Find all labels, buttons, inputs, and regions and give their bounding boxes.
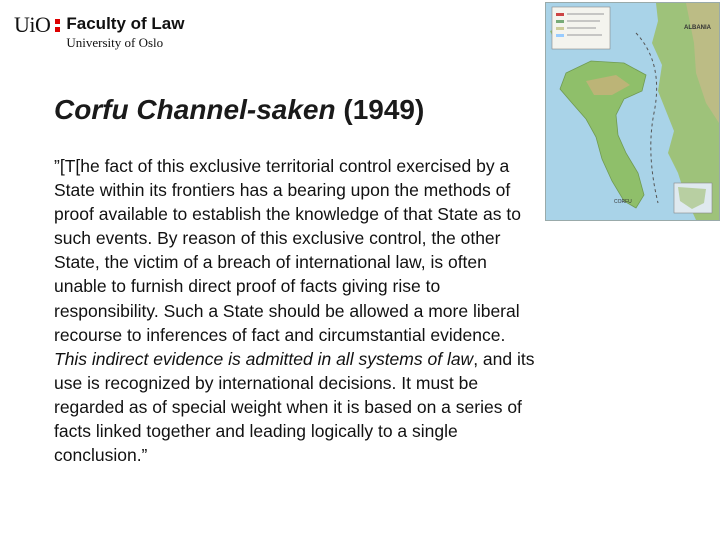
map-legend-swatch: [556, 34, 564, 37]
uio-logo: [14, 14, 184, 51]
map-legend-swatch: [556, 20, 564, 23]
logo-university: University of Oslo: [66, 35, 164, 50]
quote-text-part1: ”[T[he fact of this exclusive territorial control exercised by a State within its frontiers has a bearing upon the methods of proof available to establish the knowledge of that State as to such events. By reason of this exclusive control, the other State, the victim of a breach of international law, is often unable to furnish direct proof of facts giving rise to responsibility. Such a State should be allowed a more liberal recourse to inferences of fact and circumstantial evidence.: [54, 156, 521, 345]
logo-faculty: Faculty of Law: [66, 14, 185, 33]
map-legend-swatch: [556, 13, 564, 16]
quote-text-italic: This indirect evidence is admitted in all systems of law: [54, 348, 474, 369]
quote-text-part2: , and its use is recognized by international decisions. It must be regarded as of special weight when it is based on a series of facts linked together and leading logically to a single conclusion.”: [54, 348, 535, 466]
slide-title-case: Corfu Channel-saken: [54, 94, 336, 125]
corfu-map: [545, 2, 720, 221]
slide-title-year: (1949): [343, 94, 425, 125]
slide-title: [54, 94, 424, 126]
map-legend-swatch: [556, 27, 564, 30]
logo-mark: UiO: [14, 12, 51, 37]
map-label-albania: ALBANIA: [684, 25, 711, 31]
map-label-corfu: CORFU: [614, 199, 632, 205]
logo-text: [66, 14, 184, 51]
map-graphic: [546, 3, 719, 220]
quote-body: [54, 154, 540, 467]
logo-colon-icon: [55, 19, 60, 32]
